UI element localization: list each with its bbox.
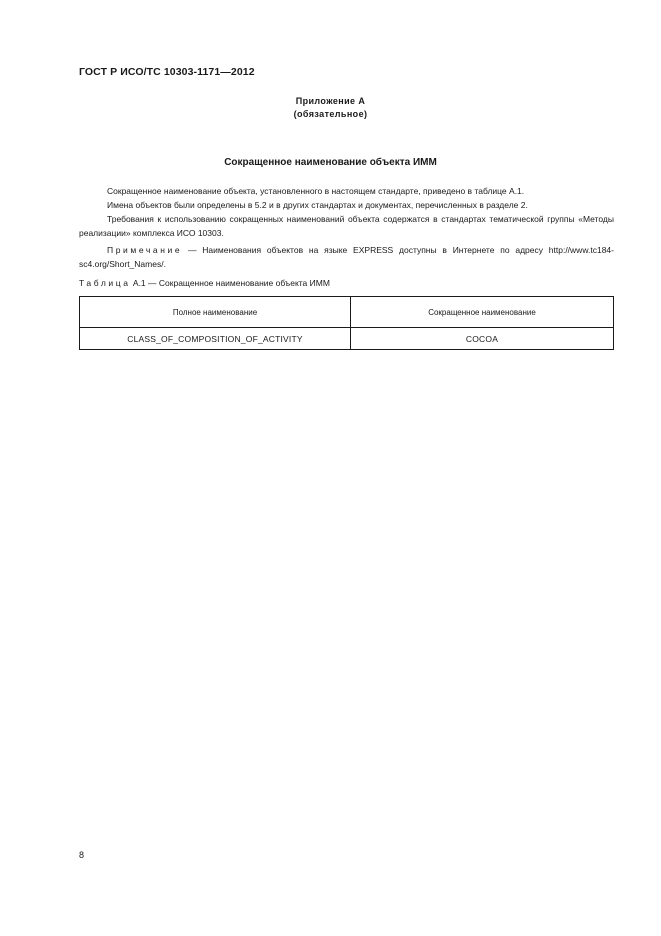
paragraph: Имена объектов были определены в 5.2 и в других стандартах и документах, перечисленных в разделе 2. (107, 200, 528, 210)
paragraph: Сокращенное наименование объекта, установленного в настоящем стандарте, приведено в таблице А.1. (107, 186, 525, 196)
document-header: ГОСТ Р ИСО/ТС 10303-1171—2012 (79, 66, 255, 78)
table-row (80, 328, 614, 350)
paragraph: Требования к использованию сокращенных наименований объекта содержатся в стандартах тематической группы «Методы реализации» комплекса ИСО 10303. (79, 214, 614, 238)
section-title: Сокращенное наименование объекта ИММ (224, 157, 437, 168)
body-text (79, 184, 614, 271)
table-caption (79, 278, 330, 288)
column-header-full-name: Полное наименование (80, 297, 351, 328)
table-cell-full-name: CLASS_OF_COMPOSITION_OF_ACTIVITY (80, 328, 351, 350)
table-header-row (80, 297, 614, 328)
table-caption-text: А.1 — Сокращенное наименование объекта ИММ (132, 278, 330, 288)
page-number: 8 (79, 850, 85, 860)
column-header-short-name: Сокращенное наименование (351, 297, 614, 328)
note-label: Примечание (107, 245, 183, 255)
table-caption-label: Таблица (79, 278, 131, 288)
note (79, 243, 614, 271)
table-cell-short-name: COCOA (351, 328, 614, 350)
annex-type: (обязательное) (293, 109, 368, 119)
annex-title: Приложение А (295, 96, 366, 106)
data-table (79, 296, 614, 350)
note-text: — Наименования объектов на языке EXPRESS доступны в Интернете по адресу http://www.tc184-sc4.org/Short_Names/. (79, 245, 614, 269)
